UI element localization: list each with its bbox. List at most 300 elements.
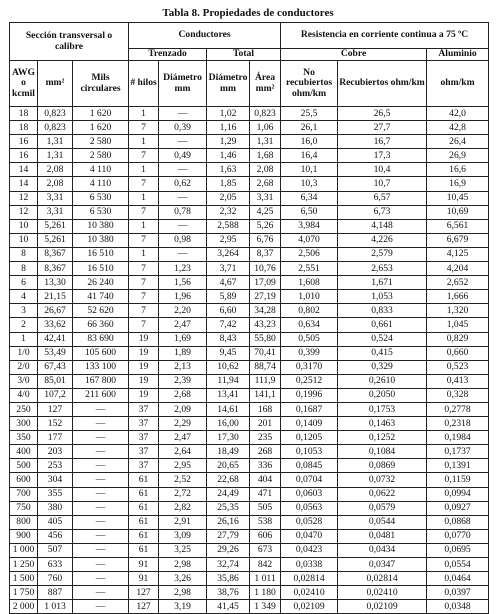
table-cell: 14 [10,177,38,191]
table-cell: 0,0464 [427,572,489,586]
table-row [10,107,489,121]
table-cell: 26 240 [73,276,129,290]
table-cell: 2,91 [159,515,207,529]
table-cell: 0,413 [427,374,489,388]
table-cell: 3,25 [159,543,207,557]
table-row [10,487,489,501]
table-cell: 88,74 [250,360,281,374]
table-cell: 4 [10,290,38,304]
table-cell: 600 [10,473,38,487]
table-cell: 1 [129,247,159,261]
table-cell: 111,9 [250,374,281,388]
table-row [10,431,489,445]
table-cell: 20,65 [207,459,250,473]
table-cell: 26,4 [427,135,489,149]
table-cell: 37 [129,417,159,431]
table-cell: 10,3 [281,177,338,191]
table-cell: 0,661 [338,318,427,332]
table-cell: 7 [129,318,159,332]
table-cell: 1 [129,219,159,233]
table-cell: 91 [129,558,159,572]
table-cell: 1,16 [207,121,250,135]
table-cell: 2,08 [250,163,281,177]
table-cell: 1,320 [427,304,489,318]
table-cell: 0,829 [427,332,489,346]
table-cell: 0,02109 [338,600,427,614]
table-cell: 10,69 [427,205,489,219]
table-row [10,473,489,487]
table-cell: 7 [129,233,159,247]
table-cell: 4,226 [338,233,427,247]
table-cell: 0,1084 [338,445,427,459]
table-cell: 6,60 [207,304,250,318]
table-cell: 10,76 [250,262,281,276]
table-cell: 2 580 [73,135,129,149]
table-cell: 0,2050 [338,388,427,402]
table-row [10,586,489,600]
table-cell: 0,2610 [338,374,427,388]
table-row [10,304,489,318]
table-cell: 10 380 [73,233,129,247]
table-cell: 37 [129,445,159,459]
table-cell: 6 [10,276,38,290]
table-cell: 1 [129,107,159,121]
table-cell: 1,053 [338,290,427,304]
table-cell: 211 600 [73,388,129,402]
table-cell: 1 250 [10,558,38,572]
table-cell: 27,7 [338,121,427,135]
table-cell: 2,68 [250,177,281,191]
table-cell: 6,34 [281,191,338,205]
table-row [10,515,489,529]
table-cell: 37 [129,402,159,416]
table-cell: 1 011 [250,572,281,586]
table-cell: 2,579 [338,247,427,261]
table-cell: 2,32 [207,205,250,219]
table-cell: 2,39 [159,374,207,388]
header-seccion: Sección transversal o calibre [10,23,129,61]
table-cell: 127 [38,402,73,416]
table-cell: 26,9 [427,149,489,163]
table-cell: 0,1252 [338,431,427,445]
table-cell: 16,9 [427,177,489,191]
table-cell: 25,35 [207,501,250,515]
col-mils: Mils circulares [73,61,129,107]
table-row [10,332,489,346]
table-cell: 1,666 [427,290,489,304]
table-cell: 7 [129,149,159,163]
table-cell: 1 180 [250,586,281,600]
table-cell: 1,29 [207,135,250,149]
table-cell: 91 [129,572,159,586]
table-cell: — [73,529,129,543]
table-cell: 2 580 [73,149,129,163]
col-awg: AWG o kcmil [10,61,38,107]
table-cell: 13,30 [38,276,73,290]
table-cell: 41 740 [73,290,129,304]
table-row [10,374,489,388]
table-cell: 19 [129,388,159,402]
table-cell: 0,2778 [427,402,489,416]
table-cell: 1,010 [281,290,338,304]
table-cell: 61 [129,487,159,501]
table-cell: 6,73 [338,205,427,219]
table-cell: 17,30 [207,431,250,445]
table-cell: 673 [250,543,281,557]
table-cell: 760 [38,572,73,586]
table-cell: 336 [250,459,281,473]
table-cell: 1 [10,332,38,346]
table-cell: 2,08 [38,177,73,191]
table-cell: 1,69 [159,332,207,346]
table-cell: 6,57 [338,191,427,205]
table-cell: 0,0845 [281,459,338,473]
table-cell: 4 110 [73,177,129,191]
table-cell: 83 690 [73,332,129,346]
table-cell: 0,1687 [281,402,338,416]
table-cell: 152 [38,417,73,431]
table-cell: 8,43 [207,332,250,346]
col-hilos: # hilos [129,61,159,107]
col-no-recubiertos: No recubiertos ohm/km [281,61,338,107]
table-cell: 0,2512 [281,374,338,388]
table-cell: 2,95 [207,233,250,247]
table-cell: 380 [38,501,73,515]
table-cell: 201 [250,417,281,431]
table-cell: 0,1409 [281,417,338,431]
table-cell: 0,0481 [338,529,427,543]
table-row [10,600,489,614]
table-cell: 25,5 [281,107,338,121]
table-cell: 167 800 [73,374,129,388]
table-row [10,233,489,247]
table-cell: 26,67 [38,304,73,318]
table-cell: 0,0434 [338,543,427,557]
table-cell: 1 [129,191,159,205]
table-cell: 5,261 [38,219,73,233]
table-cell: 3,264 [207,247,250,261]
table-cell: 2,72 [159,487,207,501]
table-cell: 0,0397 [427,586,489,600]
table-cell: 0,1053 [281,445,338,459]
table-cell: — [73,558,129,572]
table-cell: 0,0704 [281,473,338,487]
table-cell: 3,31 [38,205,73,219]
table-cell: 0,1205 [281,431,338,445]
table-cell: 6,50 [281,205,338,219]
table-cell: 2/0 [10,360,38,374]
table-cell: 37 [129,459,159,473]
table-cell: 24,49 [207,487,250,501]
table-cell: 0,0603 [281,487,338,501]
table-cell: — [73,445,129,459]
table-cell: 22,68 [207,473,250,487]
table-cell: 17,3 [338,149,427,163]
table-cell: — [159,191,207,205]
table-cell: 4,67 [207,276,250,290]
conductor-properties-table [9,22,489,614]
table-cell: 10,7 [338,177,427,191]
col-area: Área mm² [250,61,281,107]
table-cell: 16,00 [207,417,250,431]
table-cell: 66 360 [73,318,129,332]
table-cell: 5,89 [207,290,250,304]
table-cell: 3 [10,304,38,318]
table-cell: 19 [129,360,159,374]
table-cell: — [73,473,129,487]
col-diam-total: Diámetro mm [207,61,250,107]
table-cell: 1 620 [73,107,129,121]
table-cell: 1,23 [159,262,207,276]
table-cell: 4/0 [10,388,38,402]
col-recubiertos: Recubiertos ohm/km [338,61,427,107]
table-cell: 3,31 [250,191,281,205]
table-cell: 2,653 [338,262,427,276]
table-cell: 0,833 [338,304,427,318]
table-row [10,247,489,261]
table-cell: 0,02410 [338,586,427,600]
table-cell: 0,1159 [427,473,489,487]
table-cell: 42,41 [38,332,73,346]
table-cell: 19 [129,374,159,388]
table-cell: 0,0563 [281,501,338,515]
table-cell: 10,1 [281,163,338,177]
table-cell: 21,15 [38,290,73,304]
table-cell: — [73,487,129,501]
table-cell: 0,0423 [281,543,338,557]
table-row [10,388,489,402]
table-cell: 7 [129,262,159,276]
table-cell: 2,551 [281,262,338,276]
table-cell: 41,45 [207,600,250,614]
table-cell: 26,16 [207,515,250,529]
table-cell: 633 [38,558,73,572]
table-cell: 127 [129,600,159,614]
table-cell: 52 620 [73,304,129,318]
table-cell: 4,204 [427,262,489,276]
table-cell: 19 [129,346,159,360]
table-cell: 2,20 [159,304,207,318]
table-cell: 7 [129,121,159,135]
table-header [10,23,489,107]
table-cell: 0,802 [281,304,338,318]
table-cell: 55,80 [250,332,281,346]
table-cell: 16,6 [427,163,489,177]
table-row [10,163,489,177]
table-cell: 2,09 [159,402,207,416]
table-cell: 2 [10,318,38,332]
table-cell: 85,01 [38,374,73,388]
table-cell: 2,64 [159,445,207,459]
table-cell: 27,79 [207,529,250,543]
table-cell: 0,1391 [427,459,489,473]
table-cell: 0,329 [338,360,427,374]
table-cell: 0,02109 [281,600,338,614]
table-row [10,360,489,374]
table-cell: 16,0 [281,135,338,149]
table-cell: 13,41 [207,388,250,402]
header-trenzado: Trenzado [129,49,207,61]
table-cell: 250 [10,402,38,416]
table-cell: 7 [129,177,159,191]
table-cell: 538 [250,515,281,529]
table-title: Tabla 8. Propiedades de conductores [162,7,334,19]
table-cell: 18 [10,107,38,121]
table-cell: 19 [129,332,159,346]
table-cell: 0,0470 [281,529,338,543]
table-cell: 400 [10,445,38,459]
table-cell: 2,588 [207,219,250,233]
table-cell: 168 [250,402,281,416]
table-cell: 0,0695 [427,543,489,557]
table-cell: — [73,459,129,473]
table-cell: 10 380 [73,219,129,233]
table-cell: 1 [129,163,159,177]
table-cell: 2,95 [159,459,207,473]
table-cell: 3,984 [281,219,338,233]
table-cell: 1,31 [38,149,73,163]
table-cell: 6,76 [250,233,281,247]
table-cell: 6,561 [427,219,489,233]
table-cell: 3,71 [207,262,250,276]
table-cell: 7 [129,276,159,290]
table-cell: 1,31 [38,135,73,149]
table-cell: 141,1 [250,388,281,402]
table-cell: 10,45 [427,191,489,205]
table-cell: 304 [38,473,73,487]
table-row [10,276,489,290]
table-cell: 0,415 [338,346,427,360]
table-cell: 0,02814 [338,572,427,586]
table-cell: 12 [10,205,38,219]
table-cell: 8 [10,247,38,261]
table-cell: 4,125 [427,247,489,261]
table-cell: 26,5 [338,107,427,121]
table-cell: 61 [129,543,159,557]
table-row [10,135,489,149]
table-cell: 34,28 [250,304,281,318]
table-cell: 0,02410 [281,586,338,600]
table-cell: — [73,586,129,600]
table-cell: 0,0544 [338,515,427,529]
table-cell: 2,68 [159,388,207,402]
table-row [10,572,489,586]
table-cell: 0,0338 [281,558,338,572]
table-cell: 177 [38,431,73,445]
table-cell: 17,09 [250,276,281,290]
table-row [10,121,489,135]
table-cell: 2,52 [159,473,207,487]
table-cell: 0,3170 [281,360,338,374]
table-cell: 1 [129,135,159,149]
table-cell: — [73,402,129,416]
table-cell: 887 [38,586,73,600]
table-row [10,205,489,219]
table-cell: 606 [250,529,281,543]
table-cell: 61 [129,473,159,487]
table-cell: 1/0 [10,346,38,360]
table-cell: 0,634 [281,318,338,332]
table-cell: 0,0579 [338,501,427,515]
table-cell: 16 [10,135,38,149]
col-diam-trenzado: Diámetro mm [159,61,207,107]
table-cell: 61 [129,529,159,543]
table-cell: 750 [10,501,38,515]
table-cell: 7 [129,205,159,219]
table-row [10,543,489,557]
table-row [10,149,489,163]
table-cell: 0,39 [159,121,207,135]
table-cell: 3/0 [10,374,38,388]
table-cell: 0,1753 [338,402,427,416]
table-cell: 3,26 [159,572,207,586]
table-cell: 2,98 [159,586,207,600]
table-cell: 7 [129,290,159,304]
table-cell: 32,74 [207,558,250,572]
table-cell: 0,78 [159,205,207,219]
table-cell: — [73,600,129,614]
table-cell: 0,524 [338,332,427,346]
table-cell: — [73,515,129,529]
table-cell: 12 [10,191,38,205]
table-cell: 268 [250,445,281,459]
table-cell: 133 100 [73,360,129,374]
table-cell: 405 [38,515,73,529]
table-cell: 18 [10,121,38,135]
header-total: Total [207,49,281,61]
table-cell: 1,06 [250,121,281,135]
table-cell: 5,26 [250,219,281,233]
table-cell: 404 [250,473,281,487]
table-cell: 61 [129,515,159,529]
table-row [10,501,489,515]
table-cell: 33,62 [38,318,73,332]
table-cell: 16 510 [73,262,129,276]
table-cell: 2,47 [159,431,207,445]
table-cell: 16,4 [281,149,338,163]
table-cell: 1 013 [38,600,73,614]
table-cell: 105 600 [73,346,129,360]
table-body [10,107,489,614]
table-cell: 0,0927 [427,501,489,515]
table-cell: 0,2318 [427,417,489,431]
table-cell: 1 000 [10,543,38,557]
table-cell: 8,367 [38,247,73,261]
table-cell: 3,19 [159,600,207,614]
table-cell: 4,148 [338,219,427,233]
table-cell: 800 [10,515,38,529]
table-cell: 42,8 [427,121,489,135]
table-cell: 2,98 [159,558,207,572]
table-cell: — [73,417,129,431]
header-aluminio: Aluminio [427,49,489,61]
table-cell: 0,0868 [427,515,489,529]
table-cell: 1,89 [159,346,207,360]
table-cell: 507 [38,543,73,557]
table-cell: 2 000 [10,600,38,614]
table-cell: 53,49 [38,346,73,360]
table-cell: 2,47 [159,318,207,332]
table-cell: 300 [10,417,38,431]
col-ohm-aluminio: ohm/km [427,61,489,107]
table-cell: 0,49 [159,149,207,163]
table-cell: 7 [129,304,159,318]
table-row [10,262,489,276]
table-row [10,558,489,572]
table-cell: 10 [10,219,38,233]
table-cell: 29,26 [207,543,250,557]
table-cell: 0,660 [427,346,489,360]
